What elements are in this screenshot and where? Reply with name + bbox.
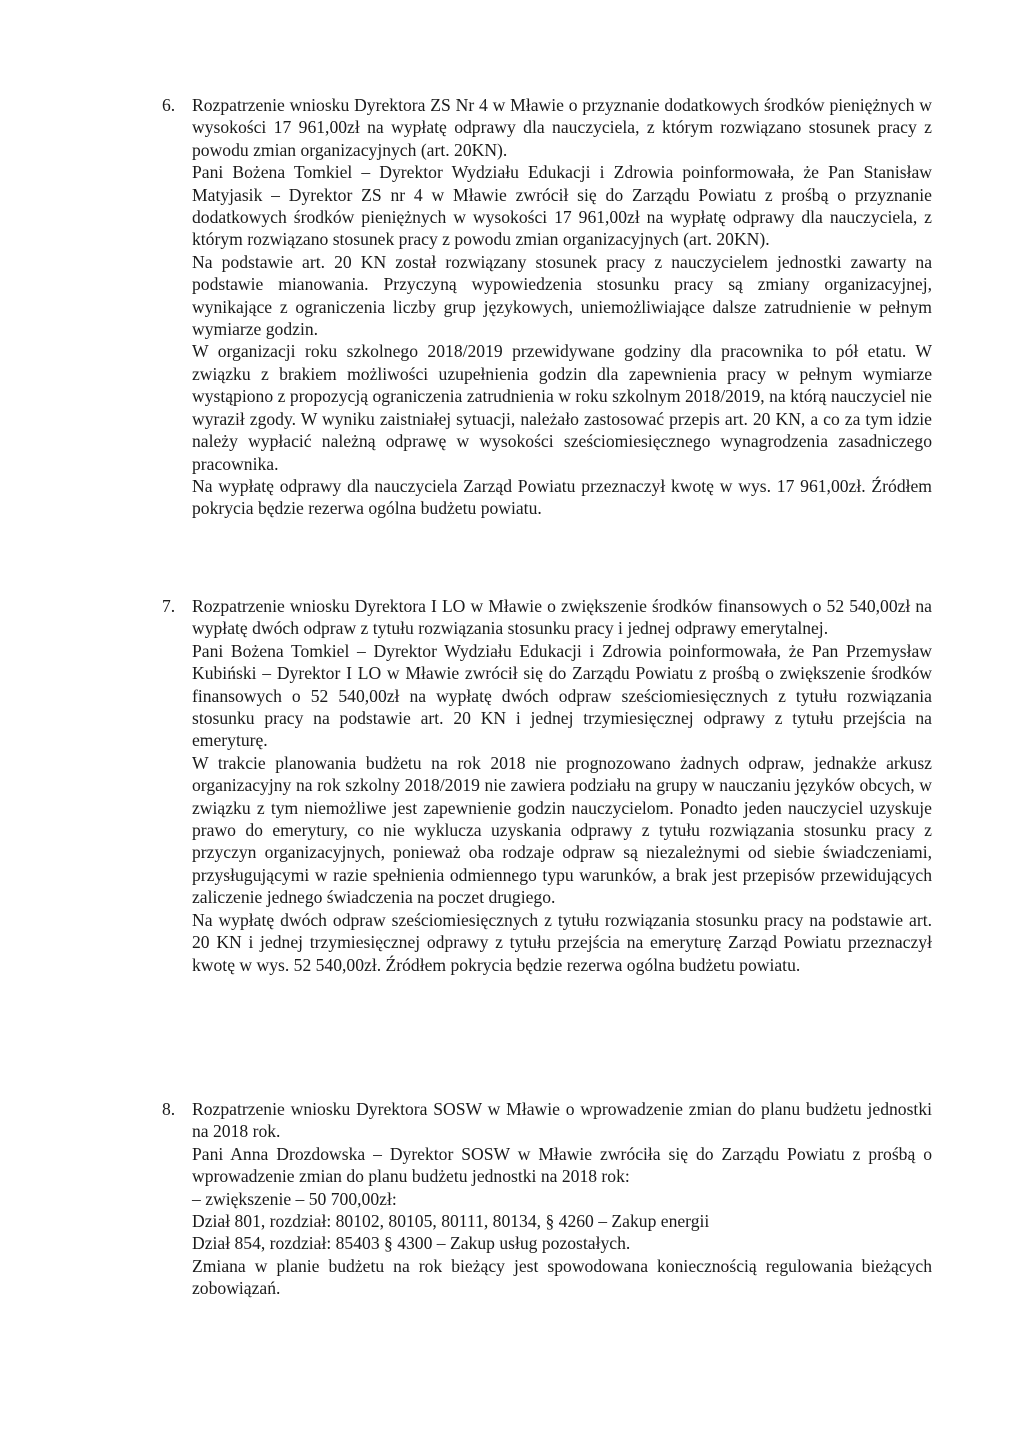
paragraph: W trakcie planowania budżetu na rok 2018 nie prognozowano żadnych odpraw, jednakże arkusz organizacyjny na rok szkolny 2018/2019 nie zawiera podziału na grupy w nauczaniu języków obcych, w związku z tym niemożliwe jest zapewnienie godzin nauczycielom. Ponadto jeden nauczyciel uzyskuje prawo do emerytury, co nie wyklucza uzyskania odprawy z tytułu rozwiązania stosunku pracy z przyczyn organizacyjnych, ponieważ oba rodzaje odpraw są niezależnymi od siebie świadczeniami, przysługującymi w razie spełnienia odmiennego typu warunków, a brak jest przepisów przewidujących zaliczenie jednego świadczenia na poczet drugiego. bbox=[192, 752, 932, 908]
paragraph: Pani Bożena Tomkiel – Dyrektor Wydziału Edukacji i Zdrowia poinformowała, że Pan Stanisław Matyjasik – Dyrektor ZS nr 4 w Mławie zwrócił się do Zarządu Powiatu z prośbą o przyznanie dodatkowych środków pieniężnych w wysokości 17 961,00zł na wypłatę odprawy dla nauczyciela, z którym rozwiązano stosunek pracy z powodu zmian organizacyjnych (art. 20KN). bbox=[192, 162, 932, 250]
item-number: 6. bbox=[162, 95, 176, 115]
paragraph: Pani Anna Drozdowska – Dyrektor SOSW w Mławie zwróciła się do Zarządu Powiatu z prośbą o wprowadzenie zmian do planu budżetu jednostki na 2018 rok: bbox=[192, 1143, 932, 1187]
agenda-item-6 bbox=[162, 94, 932, 595]
item-title: Rozpatrzenie wniosku Dyrektora ZS Nr 4 w Mławie o przyznanie dodatkowych środków pieniężnych w wysokości 17 961,00zł na wypłatę odprawy dla nauczyciela, z którym rozwiązano stosunek pracy z powodu zmian organizacyjnych (art. 20KN). bbox=[192, 95, 932, 160]
item-number: 7. bbox=[162, 596, 176, 616]
paragraph: – zwiększenie – 50 700,00zł: bbox=[192, 1188, 397, 1209]
paragraph: Dział 801, rozdział: 80102, 80105, 80111, 80134, § 4260 – Zakup energii bbox=[192, 1211, 710, 1232]
paragraph: Na wypłatę odprawy dla nauczyciela Zarząd Powiatu przeznaczył kwotę w wys. 17 961,00zł. Źródłem pokrycia będzie rezerwa ogólna budżetu powiatu. bbox=[192, 475, 932, 519]
item-title: Rozpatrzenie wniosku Dyrektora I LO w Mławie o zwiększenie środków finansowych o 52 540,00zł na wypłatę dwóch odpraw z tytułu rozwiązania stosunku pracy i jednej odprawy emerytalnej. bbox=[192, 596, 932, 639]
document-body bbox=[162, 94, 932, 1300]
agenda-item-8 bbox=[162, 1098, 932, 1300]
agenda-item-7 bbox=[162, 595, 932, 1098]
item-title: Rozpatrzenie wniosku Dyrektora SOSW w Mławie o wprowadzenie zmian do planu budżetu jednostki na 2018 rok. bbox=[192, 1099, 932, 1142]
paragraph: Pani Bożena Tomkiel – Dyrektor Wydziału Edukacji i Zdrowia poinformowała, że Pan Przemysław Kubiński – Dyrektor I LO w Mławie zwrócił się do Zarządu Powiatu z prośbą o zwiększenie środków finansowych o 52 540,00zł na wypłatę dwóch odpraw sześciomiesięcznych z tytułu rozwiązania stosunku pracy na podstawie art. 20 KN i jednej trzymiesięcznej odprawy z tytułu przejścia na emeryturę. bbox=[192, 640, 932, 751]
paragraph: Zmiana w planie budżetu na rok bieżący jest spowodowana koniecznością regulowania bieżących zobowiązań. bbox=[192, 1255, 932, 1299]
paragraph: Na podstawie art. 20 KN został rozwiązany stosunek pracy z nauczycielem jednostki zawarty na podstawie mianowania. Przyczyną wypowiedzenia stosunku pracy są zmiany organizacyjnej, wynikające z ograniczenia liczby grup językowych, uniemożliwiające dalsze zatrudnienie w pełnym wymiarze godzin. bbox=[192, 251, 932, 340]
paragraph: Na wypłatę dwóch odpraw sześciomiesięcznych z tytułu rozwiązania stosunku pracy na podstawie art. 20 KN i jednej trzymiesięcznej odprawy z tytułu przejścia na emeryturę Zarząd Powiatu przeznaczył kwotę w wys. 52 540,00zł. Źródłem pokrycia będzie rezerwa ogólna budżetu powiatu. bbox=[192, 909, 932, 975]
paragraph: W organizacji roku szkolnego 2018/2019 przewidywane godziny dla pracownika to pół etatu. W związku z brakiem możliwości uzupełnienia godzin dla zapewnienia pracy w pełnym wymiarze wystąpiono z propozycją ograniczenia zatrudnienia w roku szkolnym 2018/2019, na którą nauczyciel nie wyraził zgody. W wyniku zaistniałej sytuacji, należało zastosować przepis art. 20 KN, a co za tym idzie należy wypłacić należną odprawę w wysokości sześciomiesięcznego wynagrodzenia zasadniczego pracownika. bbox=[192, 341, 932, 474]
paragraph: Dział 854, rozdział: 85403 § 4300 – Zakup usług pozostałych. bbox=[192, 1233, 631, 1254]
item-number: 8. bbox=[162, 1099, 176, 1119]
